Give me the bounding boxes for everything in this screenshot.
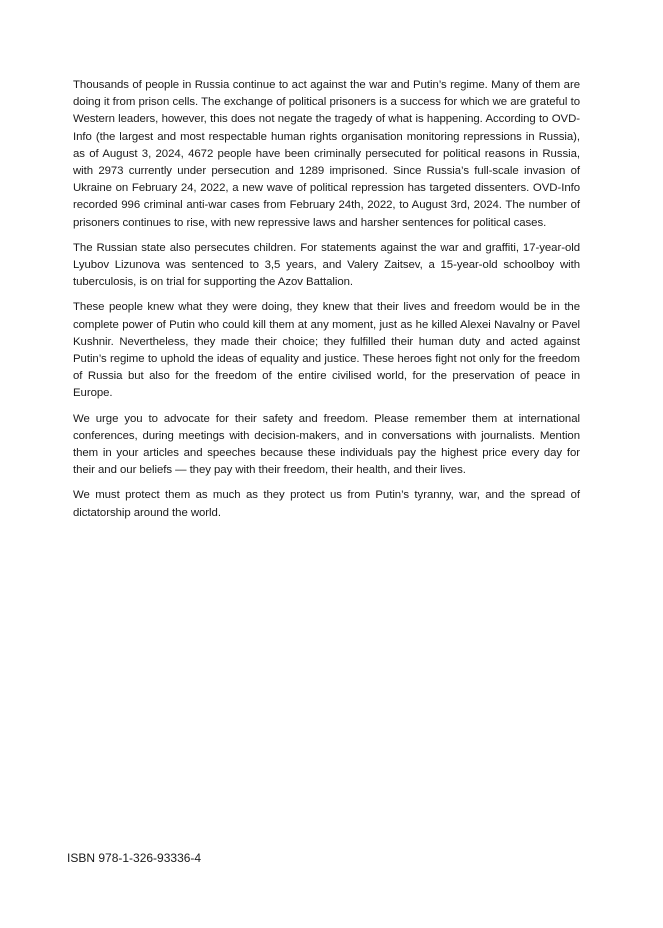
paragraph-heroes: These people knew what they were doing, they knew that their lives and freedom would be in the complete power of Putin who could kill them at any moment, just as he killed Alexei Navalny or Pavel Kushnir. Nevertheless, they made their choice; they fulfilled their human duty and acted against Putin’s regime to uphold the ideas of equality and justice. These heroes fight not only for the freedom of Russia but also for the freedom of the entire civilised world, for the preservation of peace in Europe.	[73, 301, 580, 400]
paragraph-protect: We must protect them as much as they protect us from Putin’s tyranny, war, and the spread of dictatorship around the world.	[73, 489, 580, 519]
paragraph-advocacy: We urge you to advocate for their safety and freedom. Please remember them at international conferences, during meetings with decision-makers, and in conversations with journalists. Mention them in your articles and speeches because these individuals pay the highest price every day for their and our beliefs — they pay with their freedom, their health, and their lives.	[73, 412, 580, 477]
body-text	[73, 77, 580, 530]
paragraph-political-prisoners: Thousands of people in Russia continue to act against the war and Putin’s regime. Many of them are doing it from prison cells. The exchange of political prisoners is a success for which we are grateful to Western leaders, however, this does not negate the tragedy of what is happening. According to OVD-Info (the largest and most respectable human rights organisation monitoring repressions in Russia), as of August 3, 2024, 4672 people have been criminally persecuted for political reasons in Russia, with 2973 currently under persecution and 1289 imprisoned. Since Russia’s full-scale invasion of Ukraine on February 24, 2022, a new wave of political repression has targeted dissenters. OVD-Info recorded 996 criminal anti-war cases from February 24th, 2022, to August 3rd, 2024. The number of prisoners continues to rise, with new repressive laws and harsher sentences for political cases.	[73, 79, 580, 229]
isbn-number: ISBN 978-1-326-93336-4	[67, 851, 202, 865]
paragraph-children-persecution: The Russian state also persecutes children. For statements against the war and graffiti, 17-year-old Lyubov Lizunova was sentenced to 3,5 years, and Valery Zaitsev, a 15-year-old schoolboy with tuberculosis, is on trial for supporting the Azov Battalion.	[73, 241, 580, 289]
